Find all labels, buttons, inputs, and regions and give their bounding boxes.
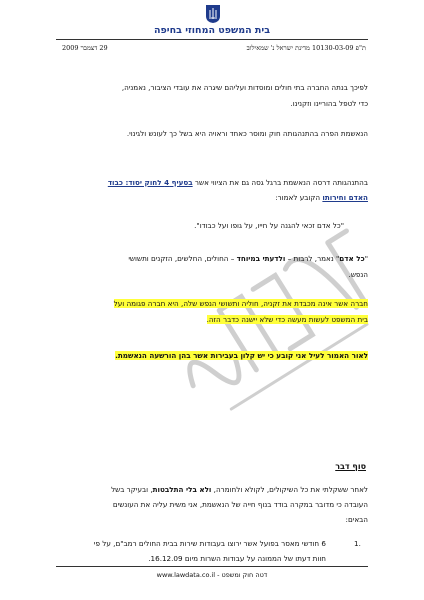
p5-text-end: , ובעיקר בשל [111, 485, 153, 494]
p5-emphasis: ולא בלי התלבטות [152, 485, 212, 494]
sentence-item-line-1: 6 חודשי מאסר בפועל אשר ירוצו בעבודות שירות בבית החולים רמב"ם, על פי [93, 539, 326, 548]
case-info: ת"פ 10130-03-09 מדינת ישראל נ' שמאילוב [246, 44, 366, 52]
paragraph-3-line-1 [58, 176, 368, 189]
law-link-part-1[interactable]: בסעיף 4 לחוק יסוד: כבוד [107, 178, 193, 187]
quote: "כל אדם זכאי להגנה על חייו, על גופו ועל כבודו". [194, 221, 344, 230]
paragraph-5-line-1 [58, 483, 368, 496]
p4-emphasis: ולדעתי במיוחד [236, 254, 286, 263]
section-title: סוף דבר [335, 462, 366, 471]
law-link-part-2[interactable]: האדם וחירותו [322, 193, 368, 202]
state-emblem-icon [204, 4, 222, 24]
highlight-text-2: בית המשפט לעשות מעשה כדי שלא יישנה כדבר הזה. [206, 315, 368, 324]
paragraph-1-line-1: לפיכך בנתה החברה בתי חולים ומוסדות ועליהם שיגרה את עובדי הציבור, נאמניה, [121, 83, 368, 92]
item-number: 1. [354, 539, 361, 548]
footer-text: דטה חוק ומשפט - www.lawdata.co.il [156, 571, 268, 579]
header-divider [56, 39, 368, 40]
footer-divider [56, 566, 368, 567]
paragraph-3-text: בהתנהגותה דרסה הנאשמת ברגל גסה גם את הציווי אשר [192, 178, 368, 187]
p4-text-end: – החולים, החלשים, הזקנים ותשושי [128, 254, 237, 263]
p4-text: " נאמר, לרבות – [285, 254, 340, 263]
p5-text: לאחר ששקלתי את כל השיקולים, לקולא ולחומרה, [211, 485, 368, 494]
paragraph-5-line-3: הבאים: [345, 515, 368, 524]
conclusion-line [58, 349, 368, 362]
paragraph-3-line-2 [58, 191, 368, 204]
p4-bold-term: כל אדם [339, 254, 365, 263]
court-name: בית המשפט המחוזי בחיפה [154, 25, 270, 36]
paragraph-5-line-2: העובדה כי מדובר במקרה בודד בנוף חייה של הנאשמת, אני משית עליה את העונשים [112, 500, 368, 509]
case-date: 29 דצמבר 2009 [62, 44, 108, 52]
highlight-paragraph-line-2 [58, 313, 368, 326]
paragraph-2: הנאשמת הפרה בהתנהגותה חוק ומוסר כאחד וראויה היא בשל כך לעונש ולגינוי. [126, 129, 368, 138]
paragraph-4-line-1 [58, 252, 368, 265]
conclusion-text: לאור האמור לעיל אני קובע כי יש קלון בעבירות אשר בהן הורשעה הנאשמת. [115, 351, 368, 360]
paragraph-3-text-end: הקובע לאמור: [275, 193, 323, 202]
highlight-text-1: חברה אשר אינה מכבדת את זקניה, חוליה ותשושי הנפש שלה, היא חברה פגומה ועל [113, 299, 368, 308]
sentence-item-line-2: חוות דעתו של הממונה על עבודות השרות מיום 16.12.09. [148, 554, 326, 563]
paragraph-4-line-2: הנפש. [348, 270, 368, 279]
highlight-paragraph-line-1 [58, 297, 368, 310]
paragraph-1-line-2: כדי לטפל בהוריינו וזקנינו. [290, 99, 368, 108]
p4-quote-open: " [364, 254, 368, 263]
